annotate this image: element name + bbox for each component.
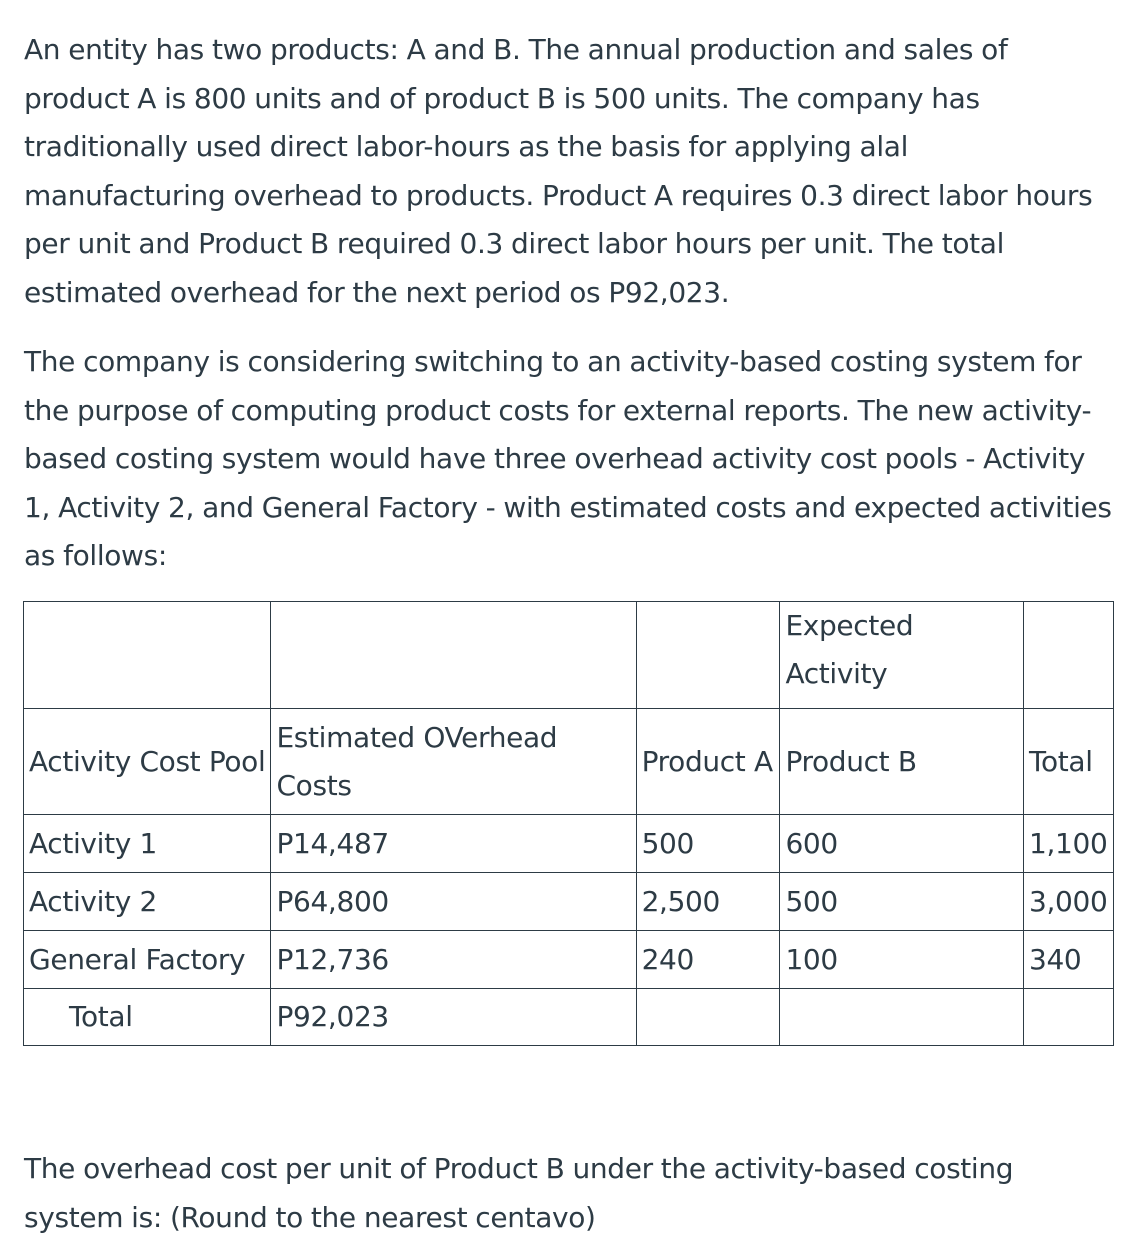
column-header-product-a: Product A bbox=[636, 709, 780, 815]
cell-total: 1,100 bbox=[1024, 815, 1114, 873]
column-header-total: Total bbox=[1024, 709, 1114, 815]
cell-product-a: 2,500 bbox=[636, 873, 780, 931]
total-costs: P92,023 bbox=[271, 989, 636, 1046]
cell-total: 340 bbox=[1024, 931, 1114, 989]
cell-costs: P12,736 bbox=[271, 931, 636, 989]
cell-pool: Activity 2 bbox=[24, 873, 271, 931]
column-header-product-b: Product B bbox=[780, 709, 1024, 815]
table-row bbox=[24, 931, 1114, 989]
table-row bbox=[24, 873, 1114, 931]
column-header-costs: Estimated OVerhead Costs bbox=[271, 709, 636, 815]
empty-header-cell bbox=[636, 602, 780, 709]
empty-total-cell bbox=[780, 989, 1024, 1046]
intro-paragraph-1: An entity has two products: A and B. The annual production and sales of product A is 800 units and of product B is 500 units. The company has traditionally used direct labor-hours as the basis for applying alal manufacturing overhead to products. Product A requires 0.3 direct labor hours per unit and Product B required 0.3 direct labor hours per unit. The total estimated overhead for the next period os P92,023. bbox=[24, 33, 1093, 309]
total-label: Total bbox=[24, 989, 271, 1046]
cell-costs: P14,487 bbox=[271, 815, 636, 873]
cell-total: 3,000 bbox=[1024, 873, 1114, 931]
cell-product-b: 600 bbox=[780, 815, 1024, 873]
table-total-row bbox=[24, 989, 1114, 1046]
activity-cost-table bbox=[23, 601, 1114, 1046]
column-header-pool: Activity Cost Pool bbox=[24, 709, 271, 815]
question-text: The overhead cost per unit of Product B under the activity-based costing system is: (Round to the nearest centavo) bbox=[24, 1152, 1014, 1234]
cell-pool: General Factory bbox=[24, 931, 271, 989]
table-group-header-row bbox=[24, 602, 1114, 709]
expected-activity-header: Expected Activity bbox=[780, 602, 1024, 709]
cell-pool: Activity 1 bbox=[24, 815, 271, 873]
table-column-header-row bbox=[24, 709, 1114, 815]
empty-header-cell bbox=[271, 602, 636, 709]
cell-product-b: 100 bbox=[780, 931, 1024, 989]
empty-header-cell bbox=[1024, 602, 1114, 709]
cell-costs: P64,800 bbox=[271, 873, 636, 931]
empty-total-cell bbox=[636, 989, 780, 1046]
intro-paragraph-2: The company is considering switching to an activity-based costing system for the purpose of computing product costs for external reports. The new activity-based costing system would have three overhead activity cost pools - Activity 1, Activity 2, and General Factory - with estimated costs and expected activities as follows: bbox=[24, 345, 1112, 572]
cell-product-b: 500 bbox=[780, 873, 1024, 931]
empty-total-cell bbox=[1024, 989, 1114, 1046]
table-row bbox=[24, 815, 1114, 873]
empty-header-cell bbox=[24, 602, 271, 709]
cell-product-a: 240 bbox=[636, 931, 780, 989]
cell-product-a: 500 bbox=[636, 815, 780, 873]
